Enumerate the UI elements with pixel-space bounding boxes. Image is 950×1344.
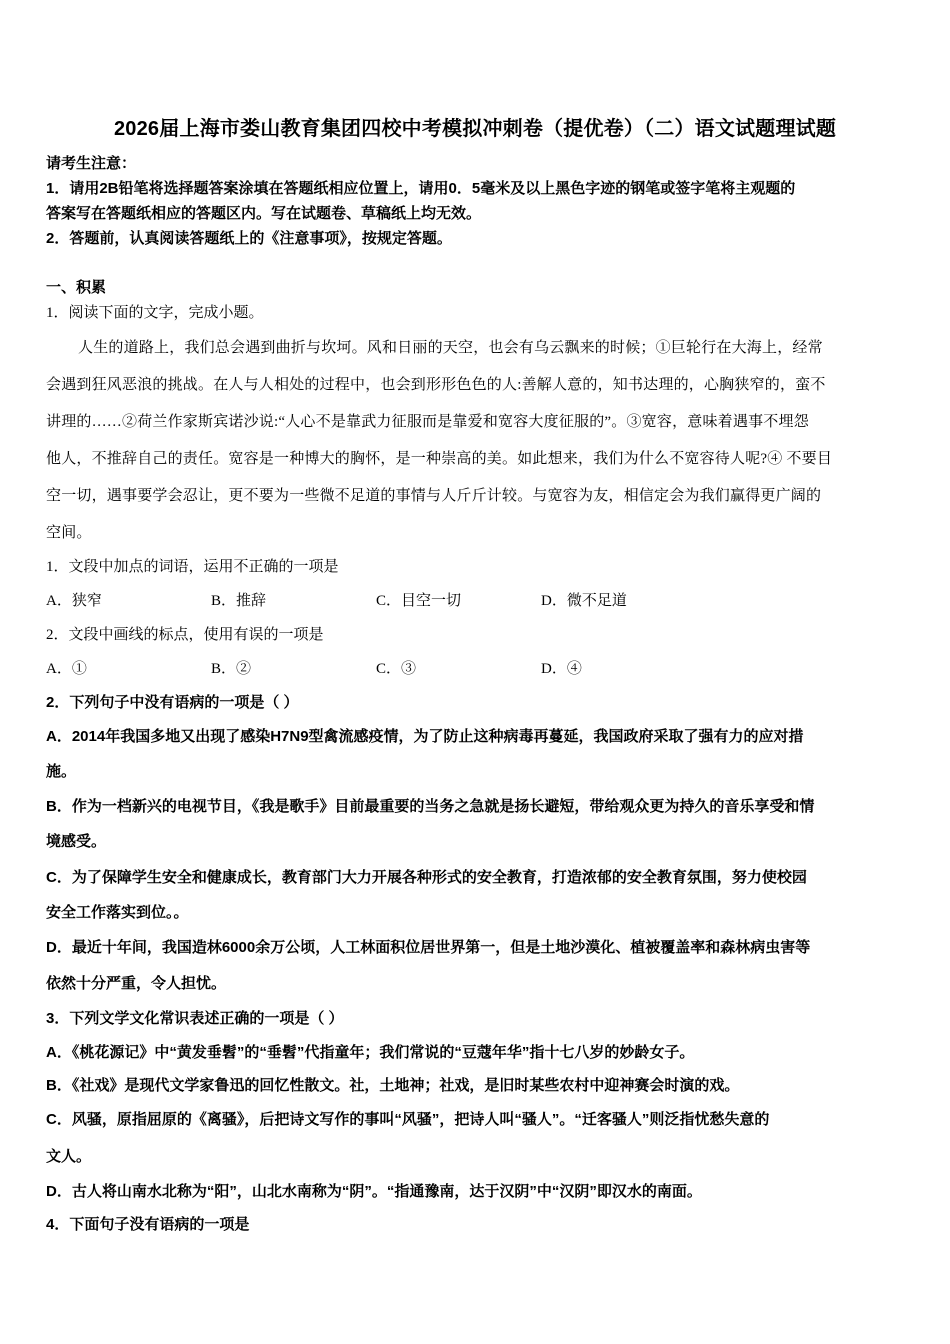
option-a: A．狭窄: [46, 593, 102, 609]
option-b: B．②: [211, 661, 252, 677]
passage-line: 空一切，遇事要学会忍让，更不要为一些微不足道的事情与人斤斤计较。与宽容为友，相信定会为我们赢得更广阔的: [46, 488, 822, 504]
question-line: 施。: [46, 763, 77, 780]
question-line: B．《社戏》是现代文学家鲁迅的回忆性散文。社，土地神；社戏，是旧时某些农村中迎神赛会时演的戏。: [46, 1077, 740, 1094]
passage-line: 会遇到狂风恶浪的挑战。在人与人相处的过程中，也会到形形色色的人:善解人意的，知书达理的，心胸狭窄的，蛮不: [46, 377, 826, 393]
notice-line: 2．答题前，认真阅读答题纸上的《注意事项》，按规定答题。: [46, 230, 452, 247]
question-line: A．《桃花源记》中“黄发垂髫”的“垂髫”代指童年；我们常说的“豆蔻年华”指十七八岁的妙龄女子。: [46, 1044, 695, 1061]
option-c: C．③: [376, 661, 417, 677]
passage-line: 讲理的……②荷兰作家斯宾诺沙说:“人心不是靠武力征服而是靠爱和宽容大度征服的”。③宽容，意味着遇事不埋怨: [46, 414, 809, 430]
notice-heading: 请考生注意：: [46, 155, 137, 172]
question-stem: 3．下列文学文化常识表述正确的一项是（ ）: [46, 1010, 344, 1027]
passage-line: 人生的道路上，我们总会遇到曲折与坎坷。风和日丽的天空，也会有乌云飘来的时候；①巨轮行在大海上，经常: [78, 340, 823, 356]
question-line: 文人。: [46, 1148, 92, 1165]
sub-question-stem: 1．文段中加点的词语，运用不正确的一项是: [46, 559, 339, 575]
question-stem: 4．下面句子没有语病的一项是: [46, 1216, 250, 1233]
notice-line: 答案写在答题纸相应的答题区内。写在试题卷、草稿纸上均无效。: [46, 205, 482, 222]
notice-line: 1．请用2B铅笔将选择题答案涂填在答题纸相应位置上，请用0．5毫米及以上黑色字迹的钢笔或签字笔将主观题的: [46, 180, 796, 197]
sub-question-stem: 2．文段中画线的标点，使用有误的一项是: [46, 627, 324, 643]
question-line: 依然十分严重，令人担忧。: [46, 975, 227, 992]
question-line: D．最近十年间，我国造林6000余万公顷，人工林面积位居世界第一，但是土地沙漠化、植被覆盖率和森林病虫害等: [46, 939, 811, 956]
question-line: C．为了保障学生安全和健康成长，教育部门大力开展各种形式的安全教育，打造浓郁的安全教育氛围，努力使校园: [46, 869, 807, 886]
option-c: C．目空一切: [376, 593, 462, 609]
section-heading: 一、积累: [46, 279, 107, 296]
option-a: A．①: [46, 661, 87, 677]
question-line: 境感受。: [46, 833, 107, 850]
question-line: D．古人将山南水北称为“阳”，山北水南称为“阴”。“指通豫南，达于汉阴”中“汉阴”即汉水的南面。: [46, 1183, 702, 1200]
question-line: B．作为一档新兴的电视节目，《我是歌手》目前最重要的当务之急就是扬长避短，带给观众更为持久的音乐享受和情: [46, 798, 815, 815]
question-line: C．风骚，原指屈原的《离骚》，后把诗文写作的事叫“风骚”，把诗人叫“骚人”。“迁客骚人”则泛指忧愁失意的: [46, 1111, 770, 1128]
question-line: A．2014年我国多地又出现了感染H7N9型禽流感疫情，为了防止这种病毒再蔓延，我国政府采取了强有力的应对措: [46, 728, 804, 745]
option-d: D．微不足道: [541, 593, 627, 609]
passage-line: 空间。: [46, 525, 92, 541]
option-d: D．④: [541, 661, 582, 677]
exam-title: 2026届上海市娄山教育集团四校中考模拟冲刺卷（提优卷）（二）语文试题理试题: [113, 118, 837, 140]
question-stem: 1．阅读下面的文字，完成小题。: [46, 305, 264, 321]
passage-line: 他人，不推辞自己的责任。宽容是一种博大的胸怀，是一种崇高的美。如此想来，我们为什么不宽容待人呢?④ 不要目: [46, 451, 833, 467]
question-stem: 2．下列句子中没有语病的一项是（ ）: [46, 694, 299, 711]
option-b: B．推辞: [211, 593, 267, 609]
question-line: 安全工作落实到位。。: [46, 904, 189, 921]
